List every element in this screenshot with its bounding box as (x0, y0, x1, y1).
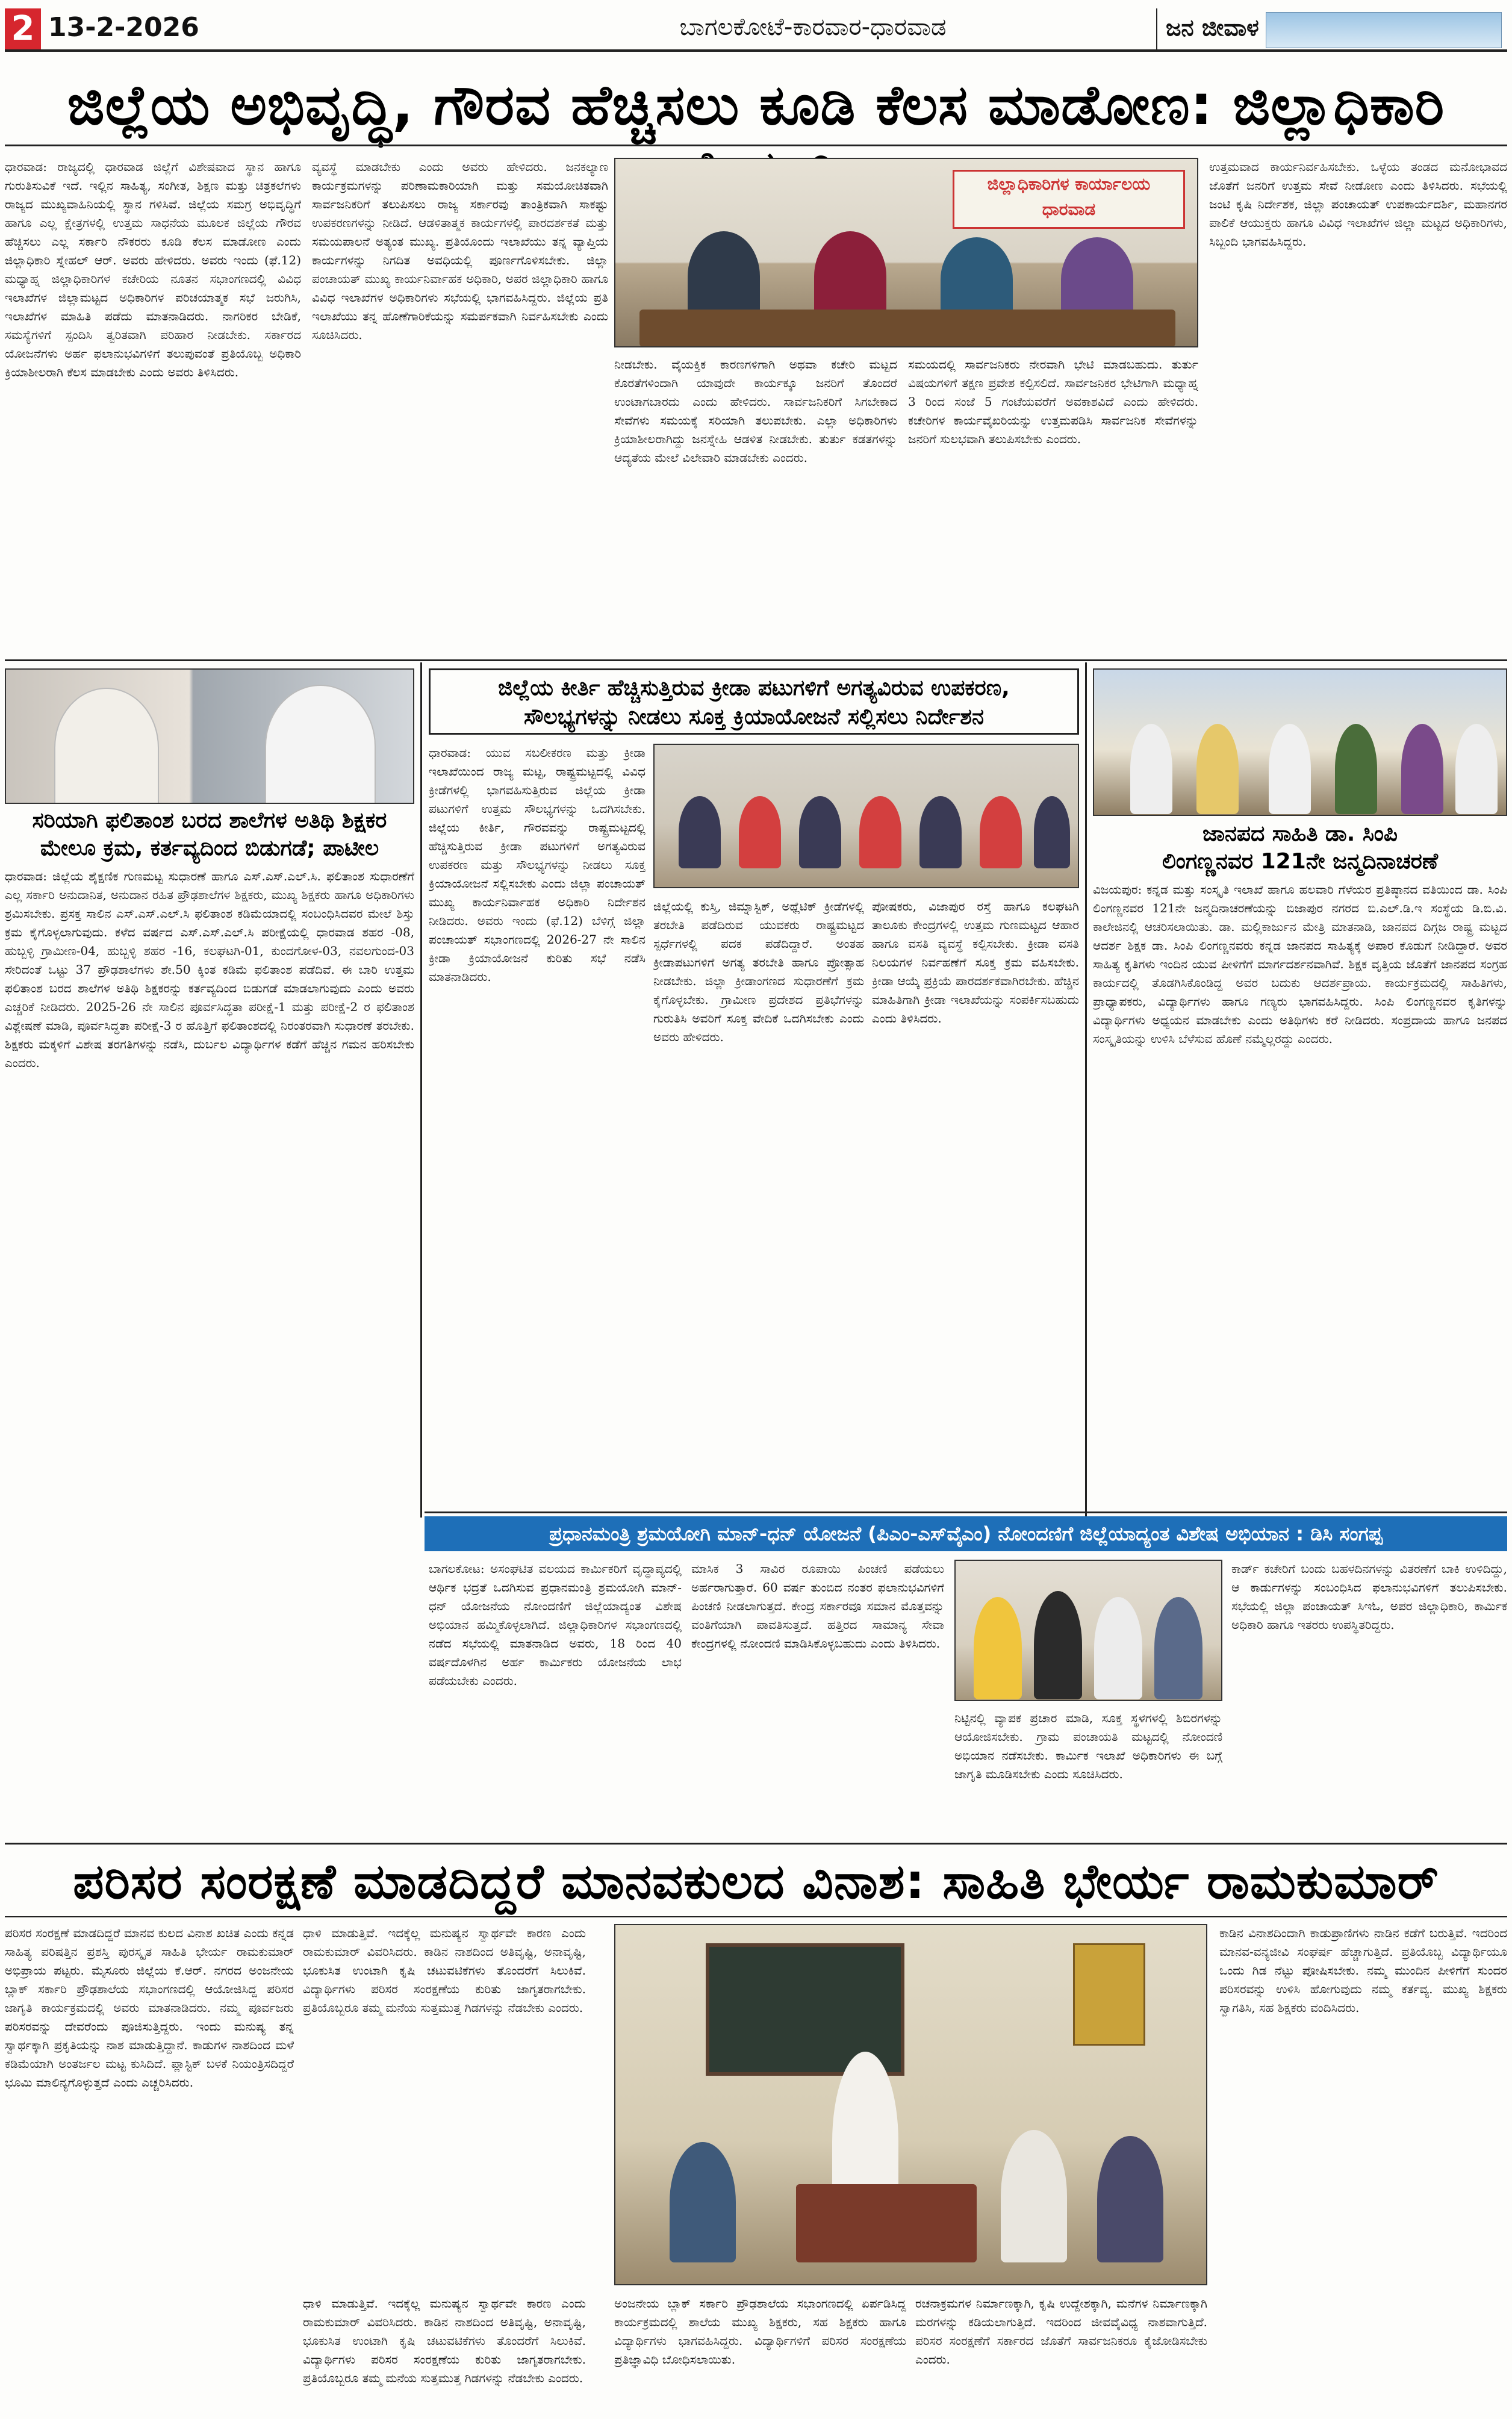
story1-photo-dc-office (614, 158, 1198, 347)
story4-headline-line-1: ಜಾನಪದ ಸಾಹಿತಿ ಡಾ. ಸಿಂಪಿ (1202, 821, 1398, 846)
attendee (679, 796, 721, 868)
official-2 (814, 231, 886, 322)
attendee (980, 796, 1022, 868)
story2-headline-line-1: ಸರಿಯಾಗಿ ಫಲಿತಾಂಶ ಬರದ ಶಾಲೆಗಳ ಅತಿಥಿ ಶಿಕ್ಷಕರ (32, 808, 387, 833)
person (1094, 1597, 1142, 1699)
divider (5, 1843, 1507, 1845)
story2-body: ಧಾರವಾಡ: ಜಿಲ್ಲೆಯ ಶೈಕ್ಷಣಿಕ ಗುಣಮಟ್ಟ ಸುಧಾರಣೆ ಹಾಗೂ ಎಸ್.ಎಸ್.ಎಲ್.ಸಿ. ಫಲಿತಾಂಶ ಸುಧಾರಣೆಗೆ ಎಲ್ಲ ಸರ್ಕಾರಿ ಅನುದಾನಿತ, ಅನುದಾನ ರಹಿತ ಪ್ರೌಢಶಾಲೆಗಳ ಶಿಕ್ಷಕರು, ಮುಖ್ಯ ಶಿಕ್ಷಕರು ಹಾಗೂ ಅಧಿಕಾರಿಗಳು ಶ್ರಮಿಸಬೇಕು. ಪ್ರಸಕ್ತ ಸಾಲಿನ ಎಸ್.ಎಸ್.ಎಲ್.ಸಿ ಫಲಿತಾಂಶ ಕಡಿಮೆಯಾದಲ್ಲಿ ಸಂಬಂಧಿಸಿದವರ ಮೇಲೆ ಶಿಸ್ತು ಕ್ರಮ ಕೈಗೊಳ್ಳಲಾಗುವುದು. ಕಳೆದ ವರ್ಷದ ಎಸ್.ಎಸ್.ಎಲ್.ಸಿ ಪರೀಕ್ಷೆಯಲ್ಲಿ ಧಾರವಾಡ ಶಹರ -08, ಹುಬ್ಬಳ್ಳಿ ಗ್ರಾಮೀಣ-04, ಹುಬ್ಬಳ್ಳಿ ಶಹರ -16, ಕಲಘಟಗಿ-01, ಕುಂದಗೋಳ-03, ನವಲಗುಂದ-03 ಸೇರಿದಂತೆ ಒಟ್ಟು 37 ಪ್ರೌಢಶಾಲೆಗಳು ಶೇ.50 ಕ್ಕಿಂತ ಕಡಿಮೆ ಫಲಿತಾಂಶ ಪಡೆದಿವೆ. ಈ ಬಾರಿ ಉತ್ತಮ ಫಲಿತಾಂಶ ಬರದ ಶಾಲೆಗಳ ಅತಿಥಿ ಶಿಕ್ಷಕರನ್ನು ಕರ್ತವ್ಯದಿಂದ ಬಿಡುಗಡೆ ಮಾಡಲಾಗುವುದು ಎಂದು ಅವರು ಎಚ್ಚರಿಕೆ ನೀಡಿದರು. 2025-26 ನೇ ಸಾಲಿನ ಪೂರ್ವಸಿದ್ಧತಾ ಪರೀಕ್ಷೆ-1 ಮತ್ತು ಪರೀಕ್ಷೆ-2 ರ ಫಲಿತಾಂಶ ವಿಶ್ಲೇಷಣೆ ಮಾಡಿ, ಪೂರ್ವಸಿದ್ಧತಾ ಪರೀಕ್ಷೆ-3 ರ ಹೊತ್ತಿಗೆ ಫಲಿತಾಂಶದಲ್ಲಿ ನಿರಂತರವಾಗಿ ಸುಧಾರಣೆ ತರಬೇಕು. ಶಿಕ್ಷಕರು ಮಕ್ಕಳಿಗೆ ವಿಶೇಷ ತರಗತಿಗಳನ್ನು ನಡೆಸಿ, ದುರ್ಬಲ ವಿದ್ಯಾರ್ಥಿಗಳ ಕಡೆಗೆ ಹೆಚ್ಚಿನ ಗಮನ ಹರಿಸಬೇಕು ಎಂದರು. (5, 869, 414, 1070)
official-right (265, 685, 376, 804)
divider (5, 1916, 1507, 1917)
story6-headline: ಪರಿಸರ ಸಂರಕ್ಷಣೆ ಮಾಡದಿದ್ದರೆ ಮಾನವಕುಲದ ವಿನಾಶ: ಸಾಹಿತಿ ಭೇರ್ಯ ರಾಮಕುಮಾರ್ (73, 1854, 1439, 1910)
story3-headline-line-2: ಸೌಲಭ್ಯಗಳನ್ನು ನೀಡಲು ಸೂಕ್ತ ಕ್ರಿಯಾಯೋಜನೆ ಸಲ್ಲಿಸಲು ನಿರ್ದೇಶನ (523, 705, 985, 729)
story5-column-2: ಮಾಸಿಕ 3 ಸಾವಿರ ರೂಪಾಯಿ ಪಿಂಚಣಿ ಪಡೆಯಲು ಅರ್ಹರಾಗುತ್ತಾರೆ. 60 ವರ್ಷ ತುಂಬಿದ ನಂತರ ಫಲಾನುಭವಿಗಳಿಗೆ ಪಿಂಚಣಿ ನೀಡಲಾಗುತ್ತದೆ. ಕೇಂದ್ರ ಸರ್ಕಾರವೂ ಸಮಾನ ಮೊತ್ತವನ್ನು ವಂತಿಗೆಯಾಗಿ ಪಾವತಿಸುತ್ತದೆ. ಹತ್ತಿರದ ಸಾಮಾನ್ಯ ಸೇವಾ ಕೇಂದ್ರಗಳಲ್ಲಿ ನೋಂದಣಿ ಮಾಡಿಸಿಕೊಳ್ಳಬಹುದು ಎಂದು ತಿಳಿಸಿದರು. (691, 1561, 944, 1651)
brand-banner-image (1266, 12, 1502, 48)
guest (1401, 724, 1443, 814)
edition-label: ಬಾಗಲಕೋಟೆ-ಕಾರವಾರ-ಧಾರವಾಡ (679, 13, 947, 41)
story3-headline-line-1: ಜಿಲ್ಲೆಯ ಕೀರ್ತಿ ಹೆಚ್ಚಿಸುತ್ತಿರುವ ಕ್ರೀಡಾ ಪಟುಗಳಿಗೆ ಅಗತ್ಯವಿರುವ ಉಪಕರಣ, (498, 676, 1010, 700)
person (974, 1597, 1022, 1699)
desk (796, 2184, 977, 2262)
story4-headline (1093, 820, 1507, 876)
story1-column-3: ನೀಡಬೇಕು. ವೈಯಕ್ತಿಕ ಕಾರಣಗಳಿಗಾಗಿ ಅಥವಾ ಕಚೇರಿ ಮಟ್ಟದ ಕೊರತೆಗಳಿಂದಾಗಿ ಯಾವುದೇ ಕಾರ್ಯಕ್ಕೂ ಜನರಿಗೆ ತೊಂದರೆ ಉಂಟಾಗಬಾರದು ಎಂದು ಹೇಳಿದರು. ಸಾರ್ವಜನಿಕರಿಗೆ ಸಿಗಬೇಕಾದ ಸೇವೆಗಳು ಸಮಯಕ್ಕೆ ಸರಿಯಾಗಿ ತಲುಪಬೇಕು. ಎಲ್ಲಾ ಅಧಿಕಾರಿಗಳು ಕ್ರಿಯಾಶೀಲರಾಗಿದ್ದು ಜನಸ್ನೇಹಿ ಆಡಳಿತ ನೀಡಬೇಕು. ತುರ್ತು ಕಡತಗಳನ್ನು ಆದ್ಯತೆಯ ಮೇಲೆ ವಿಲೇವಾರಿ ಮಾಡಬೇಕು ಎಂದರು. (614, 357, 897, 465)
person (1154, 1597, 1202, 1699)
story1-column-4: ಸಮಯದಲ್ಲಿ ಸಾರ್ವಜನಿಕರು ನೇರವಾಗಿ ಭೇಟಿ ಮಾಡಬಹುದು. ತುರ್ತು ವಿಷಯಗಳಿಗೆ ತಕ್ಷಣ ಪ್ರವೇಶ ಕಲ್ಪಿಸಲಿದೆ. ಸಾರ್ವಜನಿಕರ ಭೇಟಿಗಾಗಿ ಮಧ್ಯಾಹ್ನ 3 ರಿಂದ ಸಂಜೆ 5 ಗಂಟೆಯವರೆಗೆ ಅವಕಾಶವಿದೆ ಎಂದು ಹೇಳಿದರು. ಕಚೇರಿಗಳ ಕಾರ್ಯವೈಖರಿಯನ್ನು ಉತ್ತಮಪಡಿಸಿ ಸಾರ್ವಜನಿಕ ಸೇವೆಗಳನ್ನು ಜನರಿಗೆ ಸುಲಭವಾಗಿ ತಲುಪಿಸಬೇಕು ಎಂದರು. (908, 357, 1198, 446)
main-headline: ಜಿಲ್ಲೆಯ ಅಭಿವೃದ್ಧಿ, ಗೌರವ ಹೆಚ್ಚಿಸಲು ಕೂಡಿ ಕೆಲಸ ಮಾಡೋಣ: ಜಿಲ್ಲಾಧಿಕಾರಿ (67, 73, 1445, 137)
attendee (919, 796, 962, 868)
student (1097, 2136, 1163, 2262)
story5-headline: ಪ್ರಧಾನಮಂತ್ರಿ ಶ್ರಮಯೋಗಿ ಮಾನ್-ಧನ್ ಯೋಜನೆ (ಪಿಎಂ-ಎಸ್‌ವೈಎಂ) ನೋಂದಣಿಗೆ ಜಿಲ್ಲೆಯಾದ್ಯಂತ ವಿಶೇಷ ಅಭಿಯಾನ : ಡಿಸಿ ಸಂಗಪ್ಪ (425, 1516, 1507, 1551)
signboard-line-1: ಜಿಲ್ಲಾಧಿಕಾರಿಗಳ ಕಾರ್ಯಾಲಯ (987, 174, 1151, 194)
official-3 (941, 237, 1013, 322)
story6-column-4: ರಚನಾಕ್ರಮಗಳ ನಿರ್ಮಾಣಕ್ಕಾಗಿ, ಕೃಷಿ ಉದ್ದೇಶಕ್ಕಾಗಿ, ಮನೆಗಳ ನಿರ್ಮಾಣಕ್ಕಾಗಿ ಮರಗಳನ್ನು ಕಡಿಯಲಾಗುತ್ತಿದೆ. ಇದರಿಂದ ಜೀವವೈವಿಧ್ಯ ನಾಶವಾಗುತ್ತಿದೆ. ಪರಿಸರ ಸಂರಕ್ಷಣೆಗೆ ಸರ್ಕಾರದ ಜೊತೆಗೆ ಸಾರ್ವಜನಿಕರೂ ಕೈಜೋಡಿಸಬೇಕು ಎಂದರು. (915, 2296, 1207, 2367)
story1-column-2: ವ್ಯವಸ್ಥೆ ಮಾಡಬೇಕು ಎಂದು ಅವರು ಹೇಳಿದರು. ಜನಕಲ್ಯಾಣ ಕಾರ್ಯಕ್ರಮಗಳನ್ನು ಪರಿಣಾಮಕಾರಿಯಾಗಿ ಮತ್ತು ಸಮಯೋಚಿತವಾಗಿ ಸಾರ್ವಜನಿಕರಿಗೆ ತಲುಪಿಸಲು ರಾಜ್ಯ ಸರ್ಕಾರವು ತಾಂತ್ರಿಕವಾಗಿ ಸಾಕಷ್ಟು ಉಪಕರಣಗಳನ್ನು ನೀಡಿದೆ. ಆಡಳಿತಾತ್ಮಕ ಕಾರ್ಯಗಳಲ್ಲಿ ಪಾರದರ್ಶಕತೆ ಮತ್ತು ಸಮಯಪಾಲನೆ ಅತ್ಯಂತ ಮುಖ್ಯ. ಪ್ರತಿಯೊಂದು ಇಲಾಖೆಯು ತನ್ನ ವ್ಯಾಪ್ತಿಯ ಕಾರ್ಯಗಳನ್ನು ನಿಗದಿತ ಅವಧಿಯಲ್ಲಿ ಪೂರ್ಣಗೊಳಿಸಬೇಕು. ಜಿಲ್ಲಾ ಪಂಚಾಯತ್ ಮುಖ್ಯ ಕಾರ್ಯನಿರ್ವಾಹಕ ಅಧಿಕಾರಿ, ಅಪರ ಜಿಲ್ಲಾಧಿಕಾರಿ ಹಾಗೂ ವಿವಿಧ ಇಲಾಖೆಗಳ ಅಧಿಕಾರಿಗಳು ಸಭೆಯಲ್ಲಿ ಭಾಗವಹಿಸಿದ್ದರು. ಜಿಲ್ಲೆಯ ಪ್ರತಿ ಇಲಾಖೆಯು ತನ್ನ ಹೊಣೆಗಾರಿಕೆಯನ್ನು ಸಮರ್ಪಕವಾಗಿ ನಿರ್ವಹಿಸಬೇಕು ಎಂದು ಸೂಚಿಸಿದರು. (312, 160, 608, 342)
signboard-line-2: ಧಾರವಾಡ (1042, 199, 1096, 219)
story1-column-1: ಧಾರವಾಡ: ರಾಜ್ಯದಲ್ಲಿ ಧಾರವಾಡ ಜಿಲ್ಲೆಗೆ ವಿಶೇಷವಾದ ಸ್ಥಾನ ಹಾಗೂ ಗುರುತಿಸುವಿಕೆ ಇದೆ. ಇಲ್ಲಿನ ಸಾಹಿತ್ಯ, ಸಂಗೀತ, ಶಿಕ್ಷಣ ಮತ್ತು ಚಿತ್ರಕಲೆಗಳು ರಾಜ್ಯದ ಮುಖ್ಯವಾಹಿನಿಯಲ್ಲಿ ಸ್ಥಾನ ಗಳಿಸಿವೆ. ಜಿಲ್ಲೆಯ ಸಮಗ್ರ ಅಭಿವೃದ್ಧಿಗೆ ಹಾಗೂ ಎಲ್ಲ ಕ್ಷೇತ್ರಗಳಲ್ಲಿ ಉತ್ತಮ ಸಾಧನೆಯ ಮೂಲಕ ಜಿಲ್ಲೆಯ ಗೌರವ ಹೆಚ್ಚಿಸಲು ಎಲ್ಲ ಸರ್ಕಾರಿ ನೌಕರರು ಕೂಡಿ ಕೆಲಸ ಮಾಡೋಣ ಎಂದು ಜಿಲ್ಲಾಧಿಕಾರಿ ಸ್ನೇಹಲ್ ಆರ್. ಅವರು ಹೇಳಿದರು. ಅವರು ಇಂದು (ಫೆ.12) ಮಧ್ಯಾಹ್ನ ಜಿಲ್ಲಾಧಿಕಾರಿಗಳ ಕಚೇರಿಯ ನೂತನ ಸಭಾಂಗಣದಲ್ಲಿ ವಿವಿಧ ಇಲಾಖೆಗಳ ಜಿಲ್ಲಾಮಟ್ಟದ ಅಧಿಕಾರಿಗಳ ಪರಿಚಯಾತ್ಮಕ ಸಭೆ ಜರುಗಿಸಿ, ಇಲಾಖೆಗಳ ಮಾಹಿತಿ ಪಡೆದು ಮಾತನಾಡಿದರು. ನಾಗರಿಕರ ಬೇಡಿಕೆ, ಸಮಸ್ಯೆಗಳಿಗೆ ಸ್ಪಂದಿಸಿ ತ್ವರಿತವಾಗಿ ಪರಿಹಾರ ನೀಡಬೇಕು. ಸರ್ಕಾರದ ಯೋಜನೆಗಳು ಅರ್ಹ ಫಲಾನುಭವಿಗಳಿಗೆ ತಲುಪುವಂತೆ ಪ್ರತಿಯೊಬ್ಬ ಅಧಿಕಾರಿ ಕ್ರಿಯಾಶೀಲರಾಗಿ ಕೆಲಸ ಮಾಡಬೇಕು ಎಂದು ಅವರು ತಿಳಿಸಿದರು. (5, 160, 301, 379)
story4-headline-line-2: ಲಿಂಗಣ್ಣನವರ 121ನೇ ಜನ್ಮದಿನಾಚರಣೆ (1162, 849, 1439, 874)
story3-column-2: ಜಿಲ್ಲೆಯಲ್ಲಿ ಕುಸ್ತಿ, ಜಿಮ್ನಾಸ್ಟಿಕ್, ಅಥ್ಲೆಟಿಕ್ ಕ್ರೀಡೆಗಳಲ್ಲಿ ತರಬೇತಿ ಪಡೆದಿರುವ ಯುವಕರು ರಾಷ್ಟ್ರಮಟ್ಟದ ಸ್ಪರ್ಧೆಗಳಲ್ಲಿ ಪದಕ ಪಡೆದಿದ್ದಾರೆ. ಅಂತಹ ಕ್ರೀಡಾಪಟುಗಳಿಗೆ ಅಗತ್ಯ ತರಬೇತಿ ಹಾಗೂ ಪ್ರೋತ್ಸಾಹ ನೀಡಬೇಕು. ಜಿಲ್ಲಾ ಕ್ರೀಡಾಂಗಣದ ಸುಧಾರಣೆಗೆ ಕ್ರಮ ಕೈಗೊಳ್ಳಬೇಕು. ಗ್ರಾಮೀಣ ಪ್ರದೇಶದ ಪ್ರತಿಭೆಗಳನ್ನು ಗುರುತಿಸಿ ಅವರಿಗೆ ಸೂಕ್ತ ವೇದಿಕೆ ಒದಗಿಸಬೇಕು ಎಂದು ಅವರು ಹೇಳಿದರು. (653, 899, 864, 1044)
story5-column-4: ಕಾರ್ಡ್ ಕಚೇರಿಗೆ ಬಂದು ಬಹಳದಿನಗಳನ್ನು ವಿತರಣೆಗೆ ಬಾಕಿ ಉಳಿದಿದ್ದು, ಆ ಕಾರ್ಡುಗಳನ್ನು ಸಂಬಂಧಿಸಿದ ಫಲಾನುಭವಿಗಳಿಗೆ ತಲುಪಿಸಬೇಕು. ಸಭೆಯಲ್ಲಿ ಜಿಲ್ಲಾ ಪಂಚಾಯತ್ ಸಿಇಓ, ಅಪರ ಜಿಲ್ಲಾಧಿಕಾರಿ, ಕಾರ್ಮಿಕ ಅಧಿಕಾರಿ ಹಾಗೂ ಇತರರು ಉಪಸ್ಥಿತರಿದ್ದರು. (1231, 1561, 1507, 1632)
guest (1335, 724, 1377, 814)
issue-date: 13-2-2026 (48, 12, 199, 43)
official-4 (1061, 237, 1133, 322)
office-signboard (953, 170, 1185, 229)
divider (5, 659, 1507, 661)
guest (1196, 724, 1239, 814)
wall-portrait (1073, 1943, 1145, 2046)
attendee (1034, 796, 1070, 868)
story1-column-5: ಉತ್ತಮವಾದ ಕಾರ್ಯನಿರ್ವಹಿಸಬೇಕು. ಒಳ್ಳೆಯ ತಂಡದ ಮನೋಭಾವದ ಜೊತೆಗೆ ಜನರಿಗೆ ಉತ್ತಮ ಸೇವೆ ನೀಡೋಣ ಎಂದು ತಿಳಿಸಿದರು. ಸಭೆಯಲ್ಲಿ ಜಂಟಿ ಕೃಷಿ ನಿರ್ದೇಶಕ, ಜಿಲ್ಲಾ ಪಂಚಾಯತ್ ಉಪಕಾರ್ಯದರ್ಶಿ, ಮಹಾನಗರ ಪಾಲಿಕೆ ಆಯುಕ್ತರು ಹಾಗೂ ವಿವಿಧ ಇಲಾಖೆಗಳ ಜಿಲ್ಲಾ ಮಟ್ಟದ ಅಧಿಕಾರಿಗಳು, ಸಿಬ್ಬಂದಿ ಭಾಗವಹಿಸಿದ್ದರು. (1209, 160, 1507, 249)
attendee (739, 796, 781, 868)
story4-photo-ceremony (1093, 668, 1507, 816)
vertical-divider (1085, 662, 1087, 1518)
guest (1130, 724, 1172, 814)
page-number: 2 (5, 8, 41, 49)
divider (5, 145, 1507, 146)
student (670, 2142, 736, 2262)
story3-photo-sports-meeting (653, 744, 1079, 888)
story6-column-3: ಅಂಜನೇಯ ಬ್ಲಾಕ್ ಸರ್ಕಾರಿ ಪ್ರೌಢಶಾಲೆಯ ಸಭಾಂಗಣದಲ್ಲಿ ಏರ್ಪಡಿಸಿದ್ದ ಕಾರ್ಯಕ್ರಮದಲ್ಲಿ ಶಾಲೆಯ ಮುಖ್ಯ ಶಿಕ್ಷಕರು, ಸಹ ಶಿಕ್ಷಕರು ಹಾಗೂ ವಿದ್ಯಾರ್ಥಿಗಳು ಭಾಗವಹಿಸಿದ್ದರು. ವಿದ್ಯಾರ್ಥಿಗಳಿಗೆ ಪರಿಸರ ಸಂರಕ್ಷಣೆಯ ಪ್ರತಿಜ್ಞಾವಿಧಿ ಬೋಧಿಸಲಾಯಿತು. (614, 2296, 906, 2367)
story6-column-5: ಕಾಡಿನ ವಿನಾಶದಿಂದಾಗಿ ಕಾಡುಪ್ರಾಣಿಗಳು ನಾಡಿನ ಕಡೆಗೆ ಬರುತ್ತಿವೆ. ಇದರಿಂದ ಮಾನವ-ವನ್ಯಜೀವಿ ಸಂಘರ್ಷ ಹೆಚ್ಚಾಗುತ್ತಿದೆ. ಪ್ರತಿಯೊಬ್ಬ ವಿದ್ಯಾರ್ಥಿಯೂ ಒಂದು ಗಿಡ ನೆಟ್ಟು ಪೋಷಿಸಬೇಕು. ನಮ್ಮ ಮುಂದಿನ ಪೀಳಿಗೆಗೆ ಸುಂದರ ಪರಿಸರವನ್ನು ಉಳಿಸಿ ಹೋಗುವುದು ನಮ್ಮ ಕರ್ತವ್ಯ. ಮುಖ್ಯ ಶಿಕ್ಷಕರು ಸ್ವಾಗತಿಸಿ, ಸಹ ಶಿಕ್ಷಕರು ವಂದಿಸಿದರು. (1219, 1926, 1507, 2015)
brand-name: ಜನ ಜೀವಾಳ (1166, 14, 1259, 41)
story2-headline-line-2: ಮೇಲೂ ಕ್ರಮ, ಕರ್ತವ್ಯದಿಂದ ಬಿಡುಗಡೆ; ಪಾಟೀಲ (40, 836, 379, 861)
story3-column-1: ಧಾರವಾಡ: ಯುವ ಸಬಲೀಕರಣ ಮತ್ತು ಕ್ರೀಡಾ ಇಲಾಖೆಯಿಂದ ರಾಜ್ಯ ಮಟ್ಟ, ರಾಷ್ಟ್ರಮಟ್ಟದಲ್ಲಿ ವಿವಿಧ ಕ್ರೀಡೆಗಳಲ್ಲಿ ಭಾಗವಹಿಸುತ್ತಿರುವ ಜಿಲ್ಲೆಯ ಕ್ರೀಡಾ ಪಟುಗಳಿಗೆ ಉತ್ತಮ ಸೌಲಭ್ಯಗಳನ್ನು ಒದಗಿಸಬೇಕು. ಜಿಲ್ಲೆಯ ಕೀರ್ತಿ, ಗೌರವವನ್ನು ರಾಷ್ಟ್ರಮಟ್ಟದಲ್ಲಿ ಹೆಚ್ಚಿಸುತ್ತಿರುವ ಕ್ರೀಡಾ ಪಟುಗಳಿಗೆ ಅಗತ್ಯವಿರುವ ಉಪಕರಣ ಮತ್ತು ಸೌಲಭ್ಯಗಳನ್ನು ನೀಡಲು ಸೂಕ್ತ ಕ್ರಿಯಾಯೋಜನೆ ಸಲ್ಲಿಸಬೇಕು ಎಂದು ಜಿಲ್ಲಾ ಪಂಚಾಯತ್ ಮುಖ್ಯ ಕಾರ್ಯನಿರ್ವಾಹಕ ಅಧಿಕಾರಿ ನಿರ್ದೇಶನ ನೀಡಿದರು. ಅವರು ಇಂದು (ಫೆ.12) ಬೆಳಿಗ್ಗೆ ಜಿಲ್ಲಾ ಪಂಚಾಯತ್ ಸಭಾಂಗಣದಲ್ಲಿ 2026-27 ನೇ ಸಾಲಿನ ಕ್ರೀಡಾ ಕ್ರಿಯಾಯೋಜನೆ ಕುರಿತು ಸಭೆ ನಡೆಸಿ ಮಾತನಾಡಿದರು. (429, 746, 646, 984)
story5-column-3: ನಿಟ್ಟಿನಲ್ಲಿ ವ್ಯಾಪಕ ಪ್ರಚಾರ ಮಾಡಿ, ಸೂಕ್ತ ಸ್ಥಳಗಳಲ್ಲಿ ಶಿಬಿರಗಳನ್ನು ಆಯೋಜಿಸಬೇಕು. ಗ್ರಾಮ ಪಂಚಾಯತಿ ಮಟ್ಟದಲ್ಲಿ ನೋಂದಣಿ ಅಭಿಯಾನ ನಡೆಸಬೇಕು. ಕಾರ್ಮಿಕ ಇಲಾಖೆ ಅಧಿಕಾರಿಗಳು ಈ ಬಗ್ಗೆ ಜಾಗೃತಿ ಮೂಡಿಸಬೇಕು ಎಂದು ಸೂಚಿಸಿದರು. (954, 1711, 1222, 1781)
story3-column-3: ಪೋಷಕರು, ವಿಜಾಪುರ ರಸ್ತೆ ಹಾಗೂ ಕಲಘಟಗಿ ತಾಲೂಕು ಕೇಂದ್ರಗಳಲ್ಲಿ ಉತ್ತಮ ಗುಣಮಟ್ಟದ ಆಹಾರ ಹಾಗೂ ವಸತಿ ವ್ಯವಸ್ಥೆ ಕಲ್ಪಿಸಬೇಕು. ಕ್ರೀಡಾ ವಸತಿ ನಿಲಯಗಳ ನಿರ್ವಹಣೆಗೆ ಸೂಕ್ತ ಕ್ರಮ ವಹಿಸಬೇಕು. ಕ್ರೀಡಾ ಆಯ್ಕೆ ಪ್ರಕ್ರಿಯೆ ಪಾರದರ್ಶಕವಾಗಿರಬೇಕು. ಹೆಚ್ಚಿನ ಮಾಹಿತಿಗಾಗಿ ಕ್ರೀಡಾ ಇಲಾಖೆಯನ್ನು ಸಂಪರ್ಕಿಸಬಹುದು ಎಂದು ತಿಳಿಸಿದರು. (872, 899, 1079, 1026)
guest (1455, 724, 1498, 814)
story2-photo-officials (5, 668, 414, 804)
meeting-table (639, 310, 1175, 347)
official-1 (688, 231, 760, 322)
student (1001, 2130, 1067, 2262)
story5-photo-handover (954, 1560, 1222, 1701)
vertical-divider (420, 662, 422, 1518)
divider (425, 1511, 1507, 1513)
story6-column-1: ಪರಿಸರ ಸಂರಕ್ಷಣೆ ಮಾಡದಿದ್ದರೆ ಮಾನವ ಕುಲದ ವಿನಾಶ ಖಚಿತ ಎಂದು ಕನ್ನಡ ಸಾಹಿತ್ಯ ಪರಿಷತ್ತಿನ ಪ್ರಶಸ್ತಿ ಪುರಸ್ಕೃತ ಸಾಹಿತಿ ಭೇರ್ಯ ರಾಮಕುಮಾರ್ ಅಭಿಪ್ರಾಯ ಪಟ್ಟರು. ಮೈಸೂರು ಜಿಲ್ಲೆಯ ಕೆ.ಆರ್. ನಗರದ ಅಂಜನೇಯ ಬ್ಲಾಕ್ ಸರ್ಕಾರಿ ಪ್ರೌಢಶಾಲೆಯ ಸಭಾಂಗಣದಲ್ಲಿ ಆಯೋಜಿಸಿದ್ದ ಪರಿಸರ ಜಾಗೃತಿ ಕಾರ್ಯಕ್ರಮದಲ್ಲಿ ಅವರು ಮಾತನಾಡಿದರು. ನಮ್ಮ ಪೂರ್ವಜರು ಪರಿಸರವನ್ನು ದೇವರೆಂದು ಪೂಜಿಸುತ್ತಿದ್ದರು. ಇಂದು ಮನುಷ್ಯ ತನ್ನ ಸ್ವಾರ್ಥಕ್ಕಾಗಿ ಪ್ರಕೃತಿಯನ್ನು ನಾಶ ಮಾಡುತ್ತಿದ್ದಾನೆ. ಕಾಡುಗಳ ನಾಶದಿಂದ ಮಳೆ ಕಡಿಮೆಯಾಗಿ ಅಂತರ್ಜಲ ಮಟ್ಟ ಕುಸಿದಿದೆ. ಪ್ಲಾಸ್ಟಿಕ್ ಬಳಕೆ ನಿಯಂತ್ರಿಸದಿದ್ದರೆ ಭೂಮಿ ಮಾಲಿನ್ಯಗೊಳ್ಳುತ್ತದೆ ಎಂದು ಎಚ್ಚರಿಸಿದರು. (5, 1926, 294, 2090)
story6-photo-classroom (614, 1924, 1207, 2285)
story4-body: ವಿಜಯಪುರ: ಕನ್ನಡ ಮತ್ತು ಸಂಸ್ಕೃತಿ ಇಲಾಖೆ ಹಾಗೂ ಹಲವಾರಿ ಗೆಳೆಯರ ಪ್ರತಿಷ್ಠಾನದ ವತಿಯಿಂದ ಡಾ. ಸಿಂಪಿ ಲಿಂಗಣ್ಣನವರ 121ನೇ ಜನ್ಮದಿನಾಚರಣೆಯನ್ನು ಬಿಜಾಪುರ ನಗರದ ಬಿ.ಎಲ್.ಡಿ.ಇ ಸಂಸ್ಥೆಯ ಡಿ.ಬಿ.ವಿ. ಕಾಲೇಜಿನಲ್ಲಿ ಆಚರಿಸಲಾಯಿತು. ಡಾ. ಮಲ್ಲಿಕಾರ್ಜುನ ಮೇತ್ರಿ ಮಾತನಾಡಿ, ಜಾನಪದ ದಿಗ್ಗಜ ರಾಷ್ಟ್ರ ಮಟ್ಟದ ಆದರ್ಶ ಶಿಕ್ಷಕ ಡಾ. ಸಿಂಪಿ ಲಿಂಗಣ್ಣನವರು ಕನ್ನಡ ಜಾನಪದ ಸಾಹಿತ್ಯಕ್ಕೆ ಅಪಾರ ಕೊಡುಗೆ ನೀಡಿದ್ದಾರೆ. ಅವರ ಸಾಹಿತ್ಯ ಕೃತಿಗಳು ಇಂದಿನ ಯುವ ಪೀಳಿಗೆಗೆ ಮಾರ್ಗದರ್ಶನವಾಗಿವೆ. ಶಿಕ್ಷಕ ವೃತ್ತಿಯ ಜೊತೆಗೆ ಜಾನಪದ ಸಂಗ್ರಹ ಕಾರ್ಯದಲ್ಲಿ ತೊಡಗಿಸಿಕೊಂಡಿದ್ದ ಅವರ ಬದುಕು ಆದರ್ಶಪ್ರಾಯ. ಕಾರ್ಯಕ್ರಮದಲ್ಲಿ ಸಾಹಿತಿಗಳು, ಪ್ರಾಧ್ಯಾಪಕರು, ವಿದ್ಯಾರ್ಥಿಗಳು ಹಾಗೂ ಗಣ್ಯರು ಭಾಗವಹಿಸಿದ್ದರು. ಸಿಂಪಿ ಲಿಂಗಣ್ಣನವರ ಕೃತಿಗಳನ್ನು ವಿದ್ಯಾರ್ಥಿಗಳು ಅಧ್ಯಯನ ಮಾಡಬೇಕು ಎಂದು ಅತಿಥಿಗಳು ಕರೆ ನೀಡಿದರು. ಸಂಪ್ರದಾಯ ಹಾಗೂ ಜನಪದ ಸಂಸ್ಕೃತಿಯನ್ನು ಉಳಿಸಿ ಬೆಳೆಸುವ ಹೊಣೆ ನಮ್ಮೆಲ್ಲರದ್ದು ಎಂದರು. (1093, 882, 1507, 1046)
story2-headline (5, 807, 414, 862)
person (1034, 1591, 1082, 1699)
story3-headline (429, 668, 1079, 735)
guest (1269, 724, 1311, 814)
newspaper-brand (1156, 8, 1505, 49)
story6-column-2b: ಧಾಳಿ ಮಾಡುತ್ತಿವೆ. ಇದಕ್ಕೆಲ್ಲ ಮನುಷ್ಯನ ಸ್ವಾರ್ಥವೇ ಕಾರಣ ಎಂದು ರಾಮಕುಮಾರ್ ವಿವರಿಸಿದರು. ಕಾಡಿನ ನಾಶದಿಂದ ಅತಿವೃಷ್ಟಿ, ಅನಾವೃಷ್ಟಿ, ಭೂಕುಸಿತ ಉಂಟಾಗಿ ಕೃಷಿ ಚಟುವಟಿಕೆಗಳು ತೊಂದರೆಗೆ ಸಿಲುಕಿವೆ. ವಿದ್ಯಾರ್ಥಿಗಳು ಪರಿಸರ ಸಂರಕ್ಷಣೆಯ ಕುರಿತು ಜಾಗೃತರಾಗಬೇಕು. ಪ್ರತಿಯೊಬ್ಬರೂ ತಮ್ಮ ಮನೆಯ ಸುತ್ತಮುತ್ತ ಗಿಡಗಳನ್ನು ನೆಡಬೇಕು ಎಂದರು. (303, 2296, 586, 2385)
official-left (54, 688, 159, 804)
attendee (859, 796, 901, 868)
story5-column-1: ಬಾಗಲಕೋಟ: ಅಸಂಘಟಿತ ವಲಯದ ಕಾರ್ಮಿಕರಿಗೆ ವೃದ್ಧಾಪ್ಯದಲ್ಲಿ ಆರ್ಥಿಕ ಭದ್ರತೆ ಒದಗಿಸುವ ಪ್ರಧಾನಮಂತ್ರಿ ಶ್ರಮಯೋಗಿ ಮಾನ್-ಧನ್ ಯೋಜನೆಯ ನೋಂದಣಿಗೆ ಜಿಲ್ಲೆಯಾದ್ಯಂತ ವಿಶೇಷ ಅಭಿಯಾನ ಹಮ್ಮಿಕೊಳ್ಳಲಾಗಿದೆ. ಜಿಲ್ಲಾಧಿಕಾರಿಗಳ ಸಭಾಂಗಣದಲ್ಲಿ ನಡೆದ ಸಭೆಯಲ್ಲಿ ಮಾತನಾಡಿದ ಅವರು, 18 ರಿಂದ 40 ವರ್ಷದೊಳಗಿನ ಅರ್ಹ ಕಾರ್ಮಿಕರು ಯೋಜನೆಯ ಲಾಭ ಪಡೆಯಬೇಕು ಎಂದರು. (429, 1561, 682, 1688)
attendee (799, 796, 841, 868)
story6-column-2: ಧಾಳಿ ಮಾಡುತ್ತಿವೆ. ಇದಕ್ಕೆಲ್ಲ ಮನುಷ್ಯನ ಸ್ವಾರ್ಥವೇ ಕಾರಣ ಎಂದು ರಾಮಕುಮಾರ್ ವಿವರಿಸಿದರು. ಕಾಡಿನ ನಾಶದಿಂದ ಅತಿವೃಷ್ಟಿ, ಅನಾವೃಷ್ಟಿ, ಭೂಕುಸಿತ ಉಂಟಾಗಿ ಕೃಷಿ ಚಟುವಟಿಕೆಗಳು ತೊಂದರೆಗೆ ಸಿಲುಕಿವೆ. ವಿದ್ಯಾರ್ಥಿಗಳು ಪರಿಸರ ಸಂರಕ್ಷಣೆಯ ಕುರಿತು ಜಾಗೃತರಾಗಬೇಕು. ಪ್ರತಿಯೊಬ್ಬರೂ ತಮ್ಮ ಮನೆಯ ಸುತ್ತಮುತ್ತ ಗಿಡಗಳನ್ನು ನೆಡಬೇಕು ಎಂದರು. (303, 1926, 586, 2015)
